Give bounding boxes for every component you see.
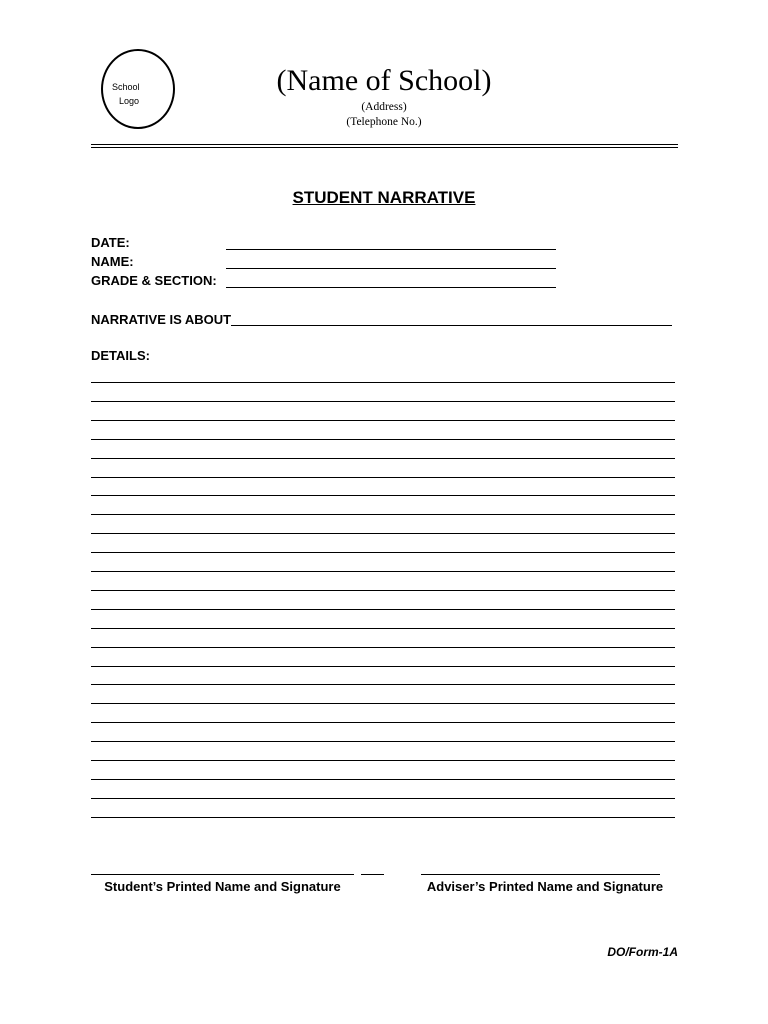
details-line[interactable] [91,571,675,572]
student-signature-label: Student’s Printed Name and Signature [104,879,341,894]
details-line[interactable] [91,420,675,421]
signature-short-line [361,874,384,875]
details-line[interactable] [91,817,675,818]
details-line[interactable] [91,439,675,440]
details-line[interactable] [91,666,675,667]
logo-line-2: Logo [119,96,140,106]
date-field-line[interactable] [226,249,556,250]
adviser-signature-label: Adviser’s Printed Name and Signature [426,879,664,894]
form-title: STUDENT NARRATIVE [292,188,476,207]
details-line[interactable] [91,684,675,685]
details-line[interactable] [91,590,675,591]
school-telephone: (Telephone No.) [346,116,422,128]
narrative-about-field-line[interactable] [231,325,672,326]
details-line[interactable] [91,401,675,402]
narrative-about-label: NARRATIVE IS ABOUT [91,312,232,327]
details-line[interactable] [91,703,675,704]
name-field-line[interactable] [226,268,556,269]
grade-section-field-line[interactable] [226,287,556,288]
details-line[interactable] [91,458,675,459]
details-line[interactable] [91,722,675,723]
details-line[interactable] [91,779,675,780]
details-line[interactable] [91,647,675,648]
details-line[interactable] [91,609,675,610]
details-line[interactable] [91,798,675,799]
header-divider-top [91,144,678,145]
details-line[interactable] [91,552,675,553]
header-divider-bottom [91,147,678,148]
name-label: NAME: [91,254,134,269]
grade-section-label: GRADE & SECTION: [91,273,217,288]
date-label: DATE: [91,235,130,250]
form-code: DO/Form-1A [607,945,678,959]
details-line[interactable] [91,628,675,629]
details-line[interactable] [91,382,675,383]
school-address: (Address) [361,101,407,113]
details-line[interactable] [91,495,675,496]
details-line[interactable] [91,533,675,534]
student-signature-line[interactable] [91,874,354,875]
details-line[interactable] [91,760,675,761]
adviser-signature-line[interactable] [421,874,660,875]
school-name: (Name of School) [276,64,492,97]
logo-line-1: School [112,82,140,92]
details-line[interactable] [91,741,675,742]
details-line[interactable] [91,514,675,515]
details-label: DETAILS: [91,348,150,363]
details-line[interactable] [91,477,675,478]
